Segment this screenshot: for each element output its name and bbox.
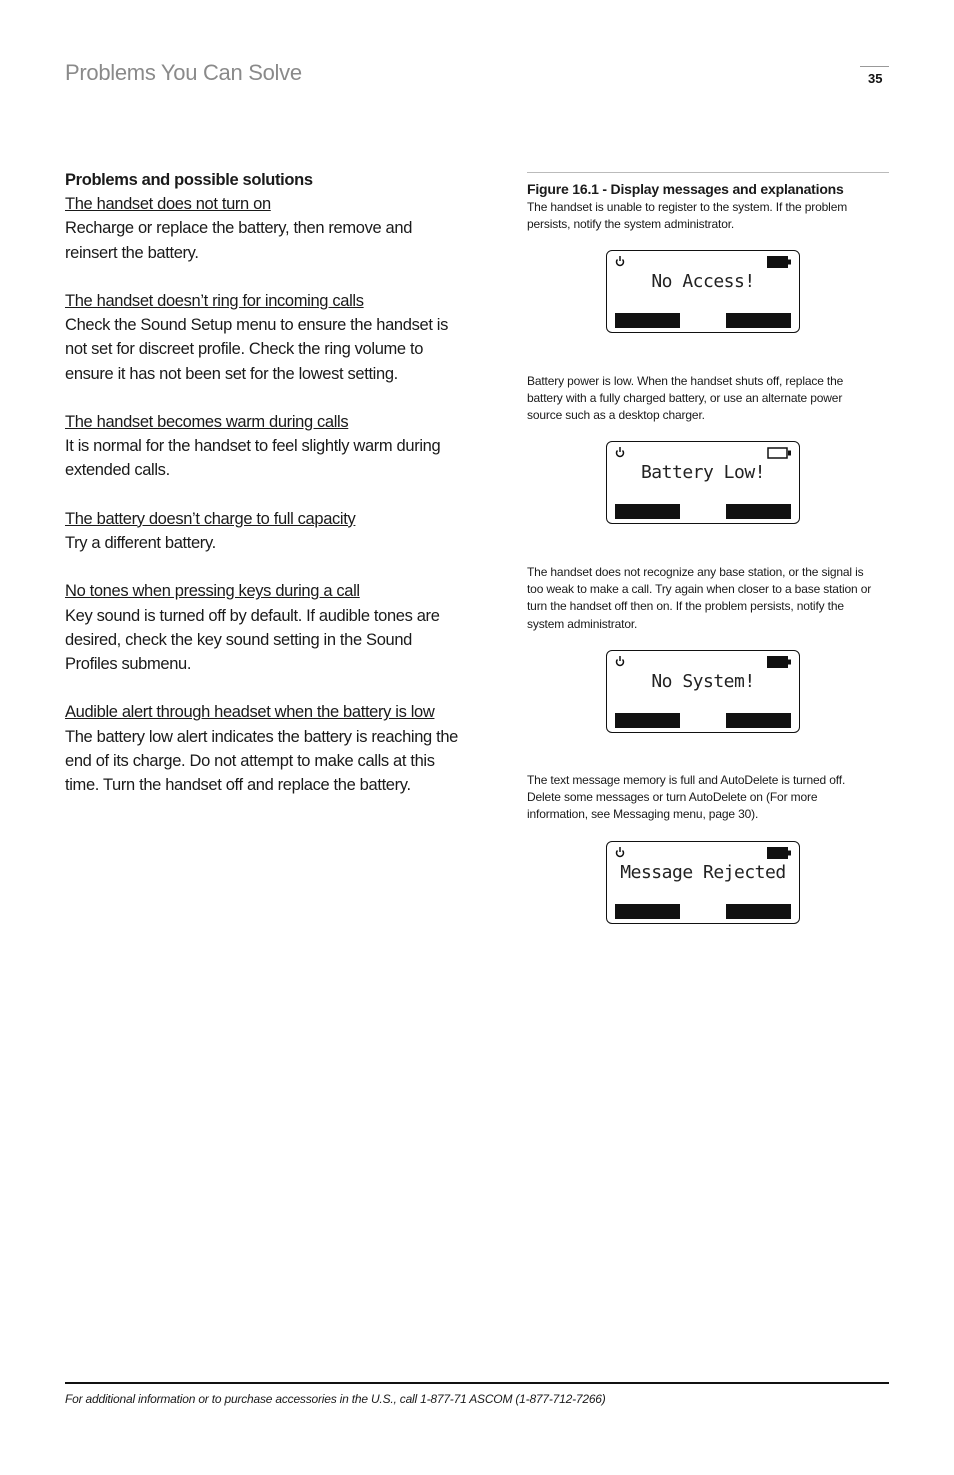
antenna-icon bbox=[615, 446, 625, 458]
page-number: 35 bbox=[868, 71, 883, 86]
battery-full-icon bbox=[767, 656, 791, 668]
page-number-rule bbox=[860, 66, 889, 67]
handset-display bbox=[606, 841, 800, 924]
left-softkey bbox=[615, 313, 680, 328]
problem-title: Audible alert through headset when the battery is low bbox=[65, 703, 435, 722]
section-title: Problems You Can Solve bbox=[65, 60, 302, 85]
figure-explanation: The handset is unable to register to the system. If the problem persists, notify the system administrator. bbox=[527, 200, 848, 232]
right-softkey bbox=[726, 313, 791, 328]
antenna-icon bbox=[615, 655, 625, 667]
right-softkey bbox=[726, 713, 791, 728]
problem-item bbox=[65, 192, 465, 265]
figure-explanation: The text message memory is full and AutoDelete is turned off. Delete some messages or turn AutoDelete on (For more information, see Messaging menu, page 30). bbox=[527, 773, 846, 822]
battery-empty-icon bbox=[767, 447, 791, 459]
problem-title: The handset doesn’t ring for incoming calls bbox=[65, 292, 364, 310]
problem-item bbox=[65, 507, 465, 555]
problem-title: The handset does not turn on bbox=[65, 195, 271, 214]
right-softkey bbox=[726, 504, 791, 519]
left-softkey bbox=[615, 504, 680, 519]
problem-solution: It is normal for the handset to feel slightly warm during extended calls. bbox=[65, 437, 441, 480]
problems-heading: Problems and possible solutions bbox=[65, 171, 313, 189]
left-softkey bbox=[615, 904, 680, 919]
problem-title: The battery doesn’t charge to full capacity bbox=[65, 509, 356, 528]
problem-item bbox=[65, 410, 465, 483]
footer-note: For additional information or to purchase accessories in the U.S., call 1-877-71 ASCOM (1-877-712-7266) bbox=[65, 1392, 606, 1406]
figure-column bbox=[527, 172, 889, 197]
antenna-icon bbox=[615, 255, 625, 267]
footer-rule bbox=[65, 1382, 889, 1384]
figure-explanation: The handset does not recognize any base station, or the signal is too weak to make a call. Try again when closer to a base station or turn the handset off then on. If the problem persists, notify the system administrator. bbox=[527, 565, 872, 631]
figure-title: Figure 16.1 - Display messages and explanations bbox=[527, 181, 844, 197]
display-message: No Access! bbox=[651, 271, 755, 292]
handset-display bbox=[606, 441, 800, 524]
battery-full-icon bbox=[767, 847, 791, 859]
problem-solution: The battery low alert indicates the battery is reaching the end of its charge. Do not attempt to make calls at this time. Turn the handset off and replace the battery. bbox=[65, 727, 458, 794]
problem-solution: Try a different battery. bbox=[65, 534, 216, 552]
handset-display bbox=[606, 250, 800, 333]
problem-item bbox=[65, 579, 465, 676]
display-message: Message Rejected bbox=[620, 862, 786, 883]
right-softkey bbox=[726, 904, 791, 919]
display-message: No System! bbox=[651, 671, 755, 692]
problems-column bbox=[65, 168, 465, 821]
left-softkey bbox=[615, 713, 680, 728]
problem-solution: Recharge or replace the battery, then remove and reinsert the battery. bbox=[65, 219, 413, 262]
problem-item bbox=[65, 289, 465, 386]
battery-full-icon bbox=[767, 256, 791, 268]
handset-display bbox=[606, 650, 800, 733]
antenna-icon bbox=[615, 846, 625, 858]
problem-solution: Key sound is turned off by default. If audible tones are desired, check the key sound setting in the Sound Profiles submenu. bbox=[65, 606, 440, 673]
problem-item bbox=[65, 700, 465, 797]
figure-rule bbox=[527, 172, 889, 173]
display-message: Battery Low! bbox=[640, 462, 766, 483]
problem-title: The handset becomes warm during calls bbox=[65, 413, 349, 431]
problem-solution: Check the Sound Setup menu to ensure the handset is not set for discreet profile. Check the ring volume to ensure it has not been set for the lowest setting. bbox=[65, 316, 449, 383]
problem-title: No tones when pressing keys during a call bbox=[65, 582, 360, 601]
figure-explanation: Battery power is low. When the handset shuts off, replace the battery with a fully charged battery, or use an alternate power source such as a desktop charger. bbox=[527, 374, 844, 423]
